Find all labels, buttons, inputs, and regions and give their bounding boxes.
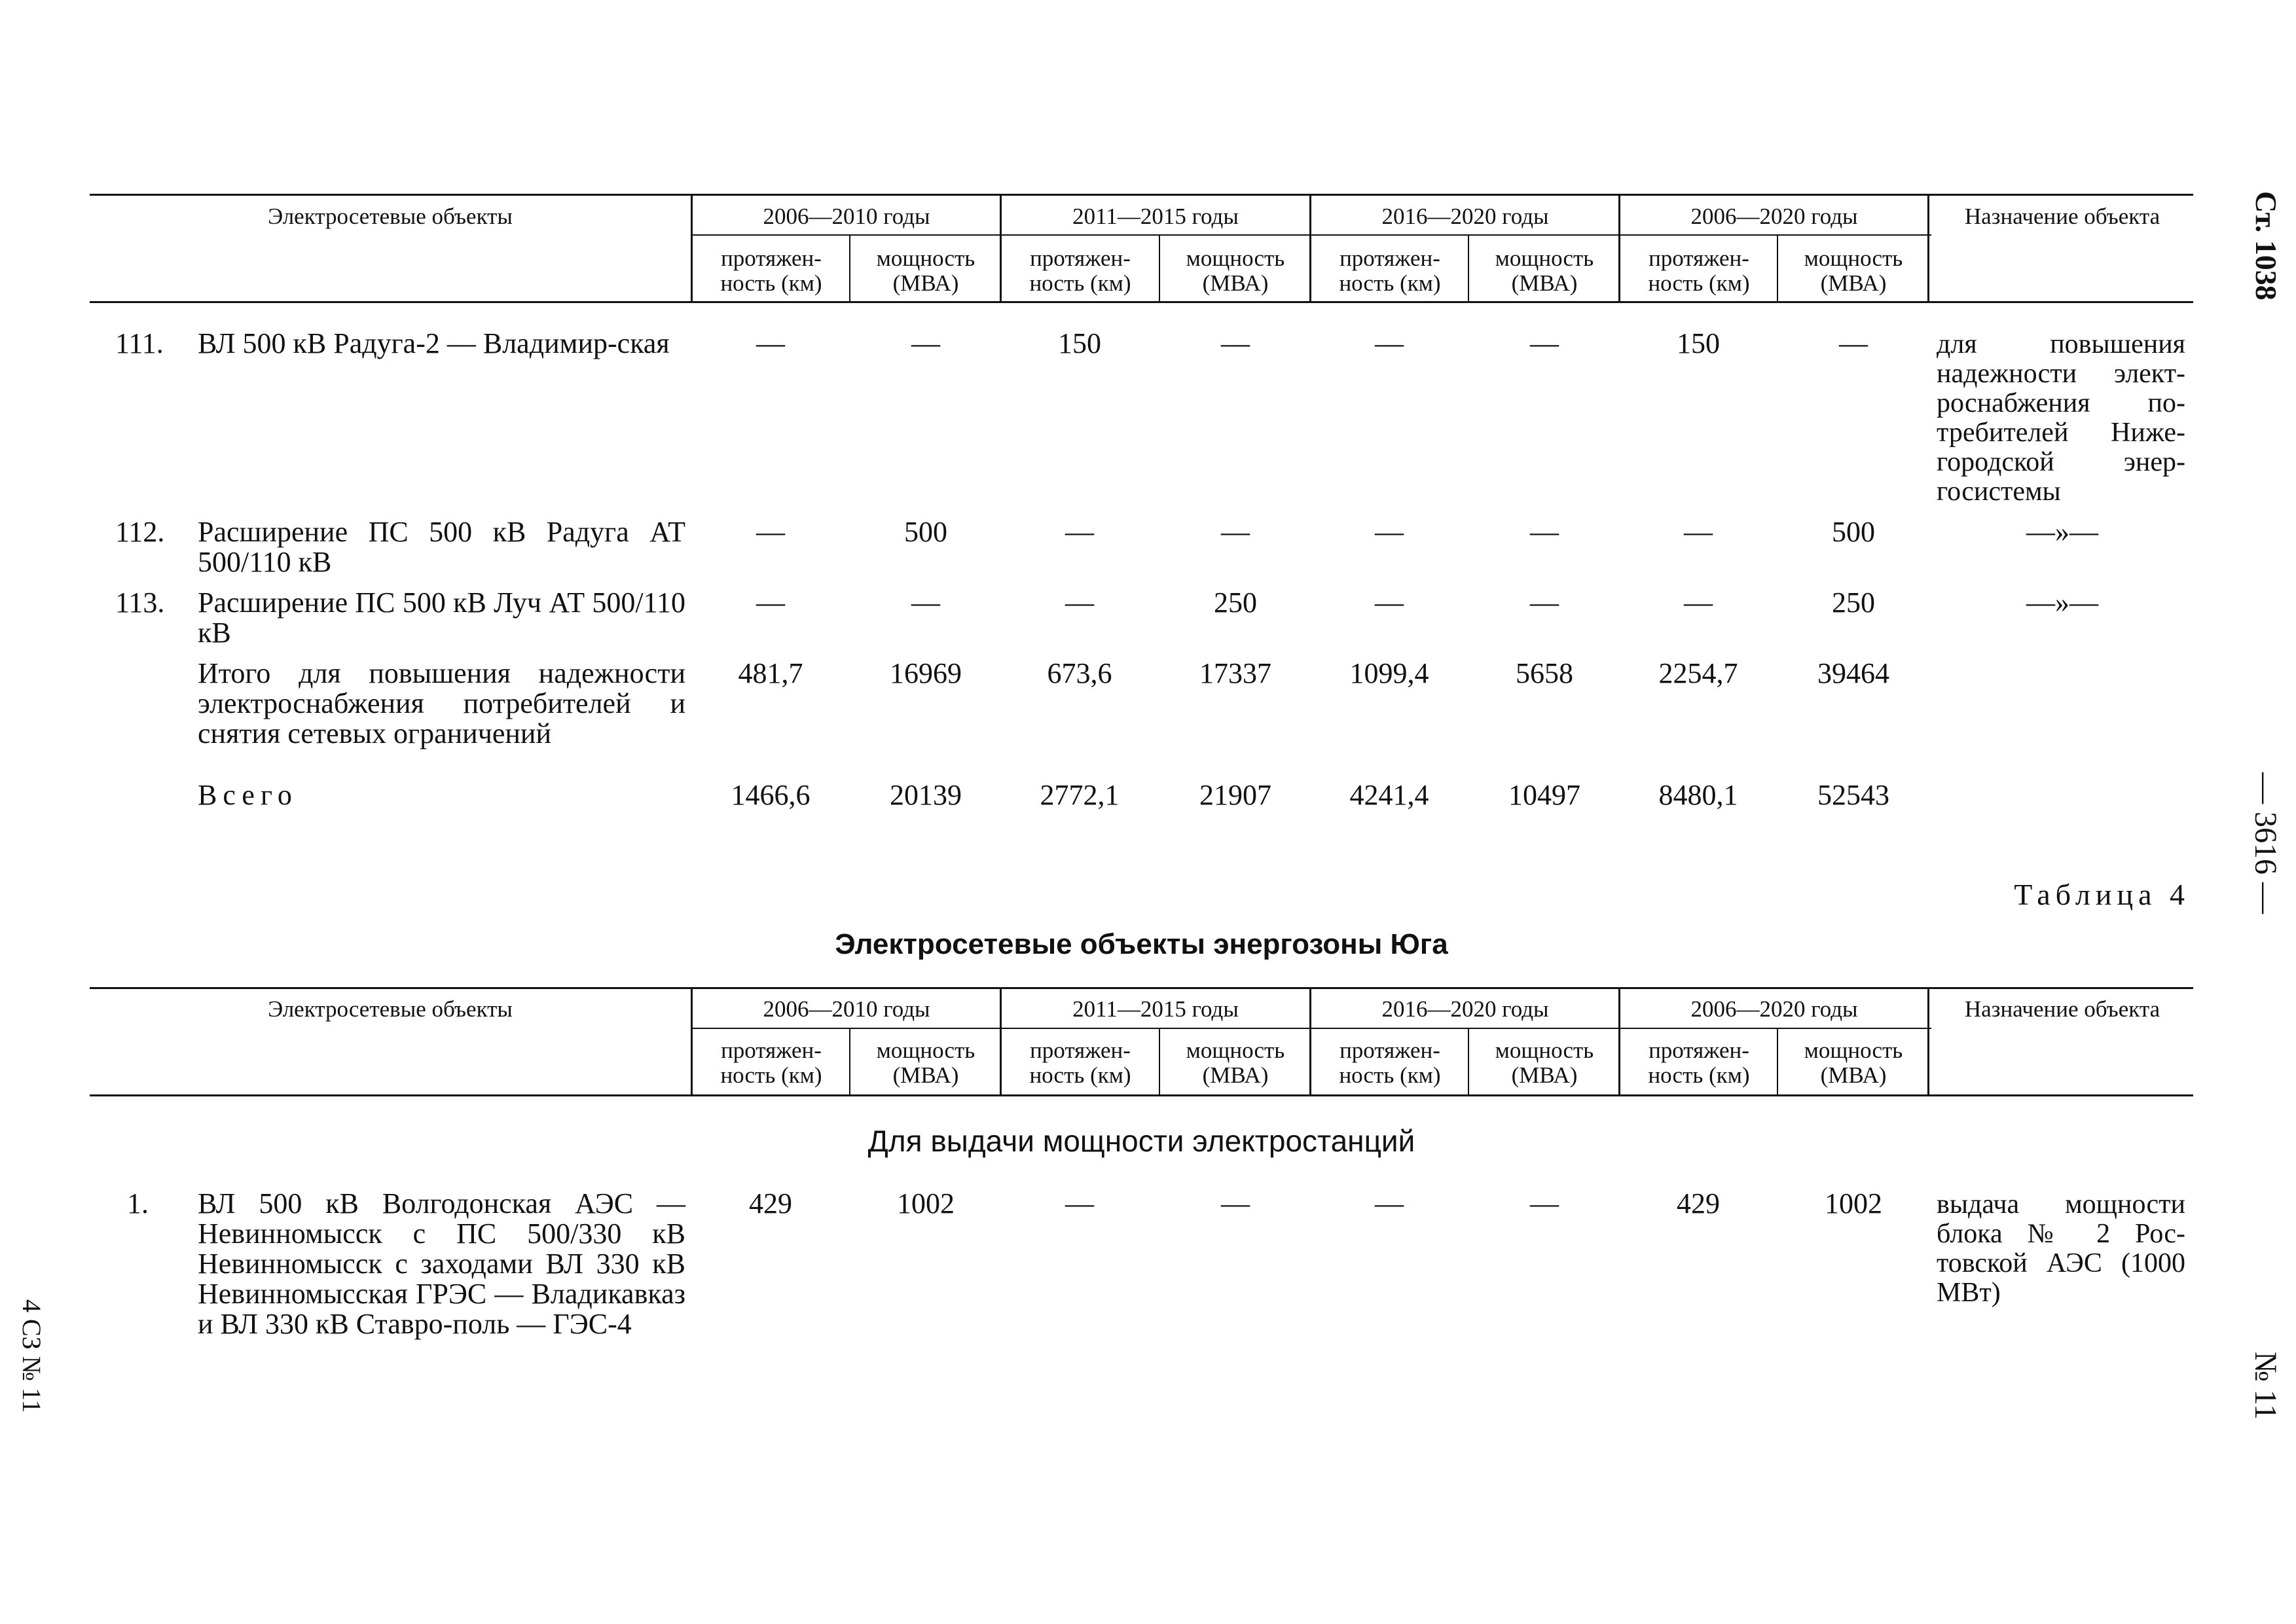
row-number: 1. (127, 1187, 149, 1219)
sub-length-header: протяжен-ность (км) (1339, 1038, 1441, 1088)
value-cell: 21907 (1199, 779, 1271, 811)
value-cell: — (911, 327, 940, 359)
period-header-1: 2006—2010 годы (763, 204, 930, 229)
value-cell: — (1375, 1187, 1404, 1219)
value-cell: — (1684, 516, 1713, 548)
value-cell: 8480,1 (1658, 779, 1738, 811)
value-cell: — (1221, 516, 1250, 548)
value-cell: 250 (1214, 586, 1257, 619)
sub-power-header: мощность (МВА) (1186, 1038, 1285, 1088)
section-heading: Для выдачи мощности электростанций (867, 1124, 1415, 1158)
value-cell: 250 (1832, 586, 1875, 619)
col-objects-header: Электросетевые объекты (268, 204, 513, 229)
row-number: 113. (115, 586, 165, 619)
value-cell: 429 (749, 1187, 792, 1219)
sub-power-header: мощность (МВА) (1804, 1038, 1903, 1088)
value-cell: — (1530, 1187, 1559, 1219)
row-object-name: ВЛ 500 кВ Радуга-2 — Владимир-ская (198, 327, 670, 359)
value-cell: — (1375, 586, 1404, 619)
sub-power-header: мощность (МВА) (1186, 245, 1285, 296)
value-cell: 16969 (890, 657, 962, 689)
value-cell: — (1530, 327, 1559, 359)
value-cell: 17337 (1199, 657, 1271, 689)
subtotal-label: Итого для повышения надежности электроснабжения потребителей и снятия сетевых ограничений (198, 657, 685, 749)
value-cell: — (1684, 586, 1713, 619)
sub-power-header: мощность (МВА) (876, 245, 975, 296)
sub-length-header: протяжен-ность (км) (1029, 1038, 1131, 1088)
value-cell: — (1375, 327, 1404, 359)
value-cell: 2254,7 (1658, 657, 1738, 689)
value-cell: 39464 (1817, 657, 1889, 689)
sub-length-header: протяжен-ность (км) (720, 245, 822, 296)
value-cell: 20139 (890, 779, 962, 811)
row-purpose: —»— (2026, 516, 2098, 548)
sub-power-header: мощность (МВА) (1495, 245, 1594, 296)
sub-length-header: протяжен-ность (км) (1648, 245, 1750, 296)
row-number: 112. (115, 516, 165, 548)
sub-power-header: мощность (МВА) (1495, 1038, 1594, 1088)
value-cell: — (1375, 516, 1404, 548)
row-purpose: выдача мощности блока № 2 Рос-товской АЭС (1000 МВт) (1937, 1189, 2185, 1308)
row-purpose: —»— (2026, 586, 2098, 619)
table-title: Электросетевые объекты энергозоны Юга (835, 928, 1448, 960)
value-cell: 500 (1832, 516, 1875, 548)
value-cell: — (1221, 1187, 1250, 1219)
value-cell: 2772,1 (1040, 779, 1120, 811)
period-header-3: 2016—2020 годы (1381, 204, 1549, 229)
row-object-name: Расширение ПС 500 кВ Радуга АТ 500/110 кВ (198, 516, 685, 578)
sub-power-header: мощность (МВА) (1804, 245, 1903, 296)
table-label: Таблица 4 (2014, 878, 2190, 911)
col-objects-header: Электросетевые объекты (268, 996, 513, 1022)
value-cell: 52543 (1817, 779, 1889, 811)
row-object-name: ВЛ 500 кВ Волгодонская АЭС — Невинномысск с ПС 500/330 кВ Невинномысск с заходами ВЛ 330 кВ Невинномысская ГРЭС — Владикавказ и ВЛ 330 кВ Ставро-поль — ГЭС-4 (198, 1187, 685, 1340)
period-header-1: 2006—2010 годы (763, 996, 930, 1022)
period-header-3: 2016—2020 годы (1381, 996, 1549, 1022)
issue-number-left: 4 СЗ № 11 (17, 1299, 46, 1413)
value-cell: 10497 (1508, 779, 1580, 811)
col-purpose-header: Назначение объекта (1964, 204, 2160, 229)
value-cell: — (1065, 1187, 1094, 1219)
sub-length-header: протяжен-ность (км) (1648, 1038, 1750, 1088)
page-number-middle: — 3616 — (2248, 772, 2283, 914)
value-cell: — (1839, 327, 1868, 359)
sub-length-header: протяжен-ность (км) (1339, 245, 1441, 296)
value-cell: 500 (904, 516, 947, 548)
value-cell: — (756, 586, 785, 619)
value-cell: — (1530, 586, 1559, 619)
value-cell: 1099,4 (1349, 657, 1429, 689)
value-cell: 673,6 (1047, 657, 1112, 689)
value-cell: — (1065, 516, 1094, 548)
col-purpose-header: Назначение объекта (1964, 996, 2160, 1022)
sub-length-header: протяжен-ность (км) (720, 1038, 822, 1088)
value-cell: 429 (1677, 1187, 1720, 1219)
value-cell: 5658 (1516, 657, 1573, 689)
period-header-2: 2011—2015 годы (1072, 204, 1239, 229)
value-cell: — (1530, 516, 1559, 548)
value-cell: 481,7 (738, 657, 803, 689)
value-cell: — (1065, 586, 1094, 619)
value-cell: 1002 (897, 1187, 955, 1219)
period-header-4: 2006—2020 годы (1690, 996, 1858, 1022)
period-header-4: 2006—2020 годы (1690, 204, 1858, 229)
value-cell: 150 (1677, 327, 1720, 359)
issue-number-right: № 11 (2248, 1352, 2283, 1420)
value-cell: — (756, 516, 785, 548)
row-number: 111. (115, 327, 164, 359)
value-cell: 4241,4 (1349, 779, 1429, 811)
page-number-top: Ст. 1038 (2250, 191, 2283, 300)
value-cell: 1002 (1825, 1187, 1882, 1219)
value-cell: — (1221, 327, 1250, 359)
row-purpose: для повышения надежности элект-роснабжения по-требителей Ниже-городской энер-госистемы (1937, 329, 2185, 507)
value-cell: — (911, 586, 940, 619)
sub-power-header: мощность (МВА) (876, 1038, 975, 1088)
total-label: Всего (198, 779, 298, 811)
value-cell: 150 (1058, 327, 1101, 359)
row-object-name: Расширение ПС 500 кВ Луч АТ 500/110 кВ (198, 586, 685, 649)
value-cell: — (756, 327, 785, 359)
sub-length-header: протяжен-ность (км) (1029, 245, 1131, 296)
period-header-2: 2011—2015 годы (1072, 996, 1239, 1022)
value-cell: 1466,6 (731, 779, 811, 811)
